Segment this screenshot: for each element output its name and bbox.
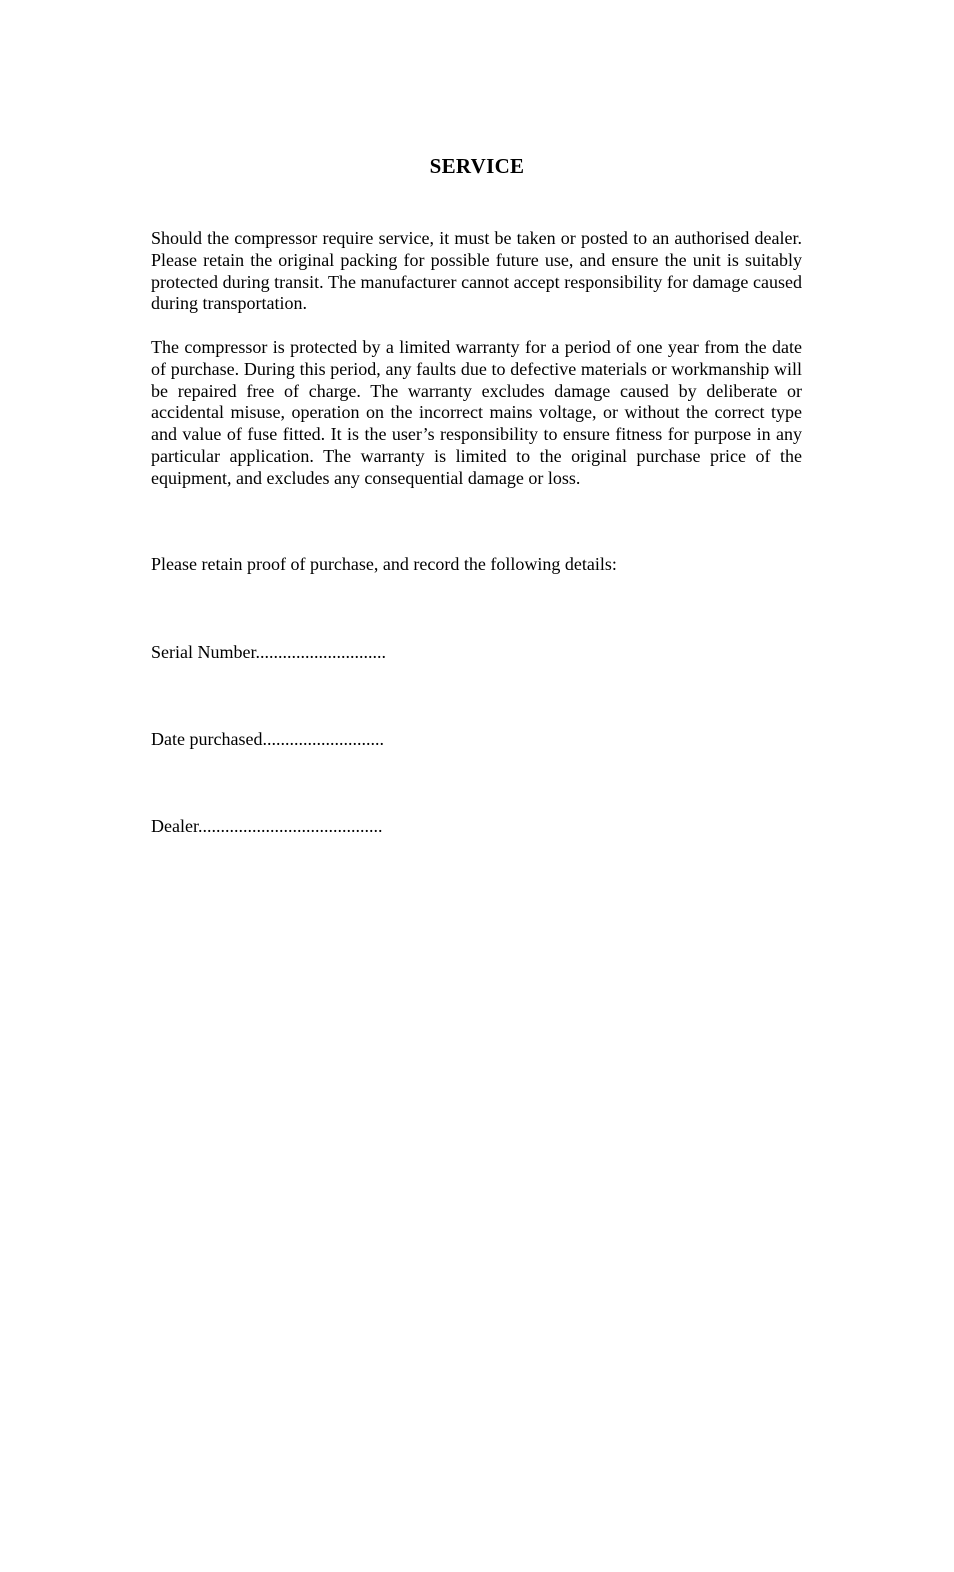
retain-proof-instruction: Please retain proof of purchase, and record the following details: bbox=[151, 554, 617, 574]
date-purchased-field: Date purchased........................... bbox=[151, 729, 384, 749]
warranty-paragraph: The compressor is protected by a limited warranty for a period of one year from the date of purchase. During this period, any faults due to defective materials or workmanship will be repaired free of charge. The warranty excludes damage caused by deliberate or accidental misuse, operation on the incorrect mains voltage, or without the correct type and value of fuse fitted. It is the user’s responsibility to ensure fitness for purpose in any particular application. The warranty is limited to the original purchase price of the equipment, and excludes any consequential damage or loss. bbox=[151, 337, 802, 488]
service-paragraph: Should the compressor require service, it must be taken or posted to an authorised dealer. Please retain the original packing for possible future use, and ensure the unit is suitably protected during transit. The manufacturer cannot accept responsibility for damage caused during transportation. bbox=[151, 228, 802, 314]
serial-number-field: Serial Number............................. bbox=[151, 642, 386, 662]
page-title: SERVICE bbox=[429, 154, 525, 178]
dealer-field: Dealer......................................... bbox=[151, 816, 383, 836]
